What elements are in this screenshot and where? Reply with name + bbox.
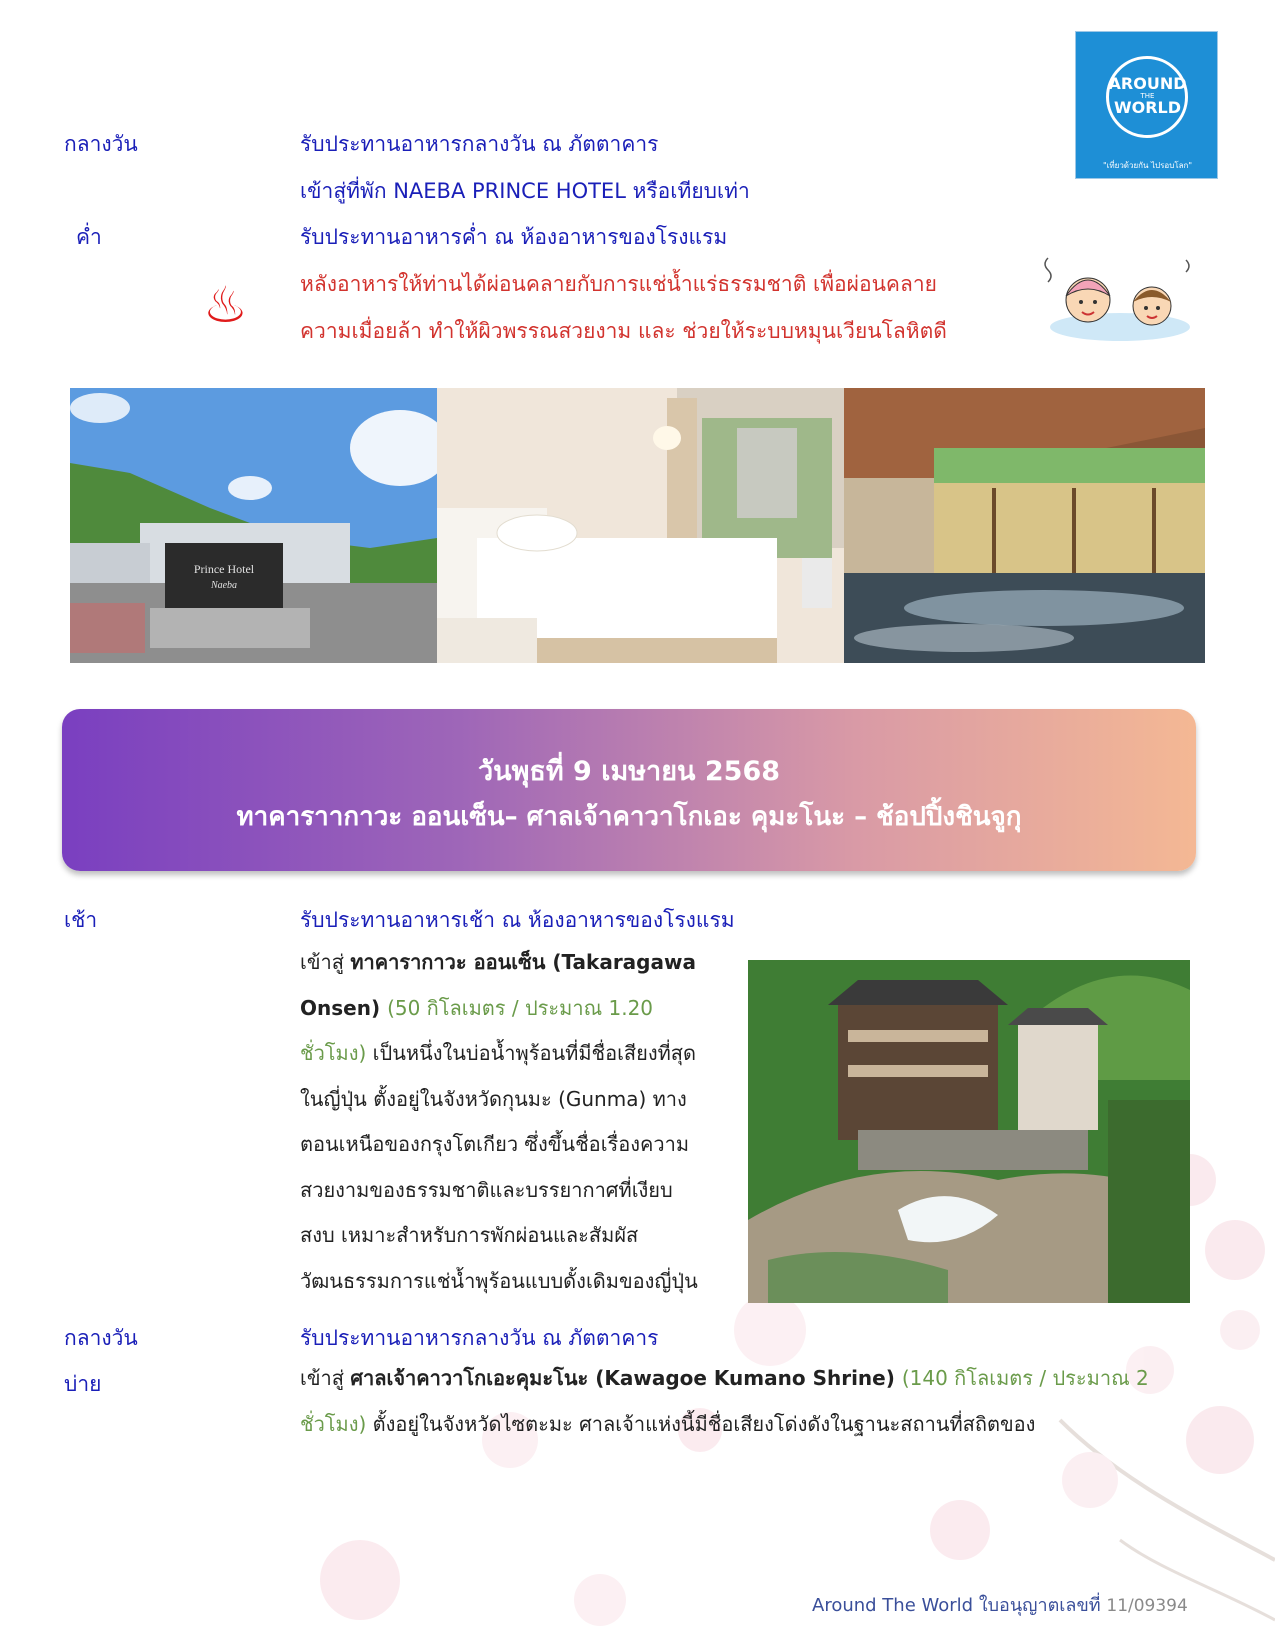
para-line-1: เข้าสู่ ทาคารากาวะ ออนเซ็น (Takaragawa — [300, 950, 696, 974]
footer-license — [812, 1590, 1188, 1619]
para-line-2: Onsen) (50 กิโลเมตร / ประมาณ 1.20 — [300, 995, 654, 1020]
para-line-6: สวยงามของธรรมชาติและบรรยากาศที่เงียบ — [300, 1177, 673, 1202]
kawagoe-distance: (140 กิโลเมตร / ประมาณ 2 — [901, 1366, 1149, 1390]
afternoon-label: บ่าย — [64, 1372, 102, 1396]
para-line-7: สงบ เหมาะสำหรับการพักผ่อนและสัมผัส — [300, 1223, 639, 1247]
hotel-text: เข้าสู่ที่พัก NAEBA PRINCE HOTEL หรือเทียบเท่า — [300, 179, 750, 203]
kawagoe-name: ศาลเจ้าคาวาโกเอะคุมะโนะ (Kawagoe Kumano Shrine) — [350, 1366, 902, 1390]
day-banner — [62, 709, 1196, 871]
lunch-label: กลางวัน — [64, 132, 138, 156]
para-line-8: วัฒนธรรมการแช่น้ำพุร้อนแบบดั้งเดิมของญี่ปุ่น — [300, 1268, 698, 1293]
onsen-text-line2: ความเมื่อยล้า ทำให้ผิวพรรณสวยงาม และ ช่วยให้ระบบหมุนเวียนโลหิตดี — [300, 319, 947, 343]
sign-text-1: Prince Hotel — [193, 562, 255, 576]
hotel-exterior-photo — [70, 388, 437, 663]
logo-text-world: WORLD — [1113, 98, 1182, 117]
dinner-label: ค่ำ — [76, 225, 102, 249]
breakfast-text: รับประทานอาหารเช้า ณ ห้องอาหารของโรงแรม — [300, 908, 735, 932]
around-the-world-logo — [1075, 31, 1218, 179]
lunch-text: รับประทานอาหารกลางวัน ณ ภัตตาคาร — [300, 132, 659, 156]
hotel-room-photo — [437, 388, 844, 663]
onsen-bath-photo — [844, 388, 1205, 663]
footer-license-label: ใบอนุญาตเลขที่ — [978, 1595, 1101, 1616]
footer-brand: Around The World — [812, 1595, 974, 1616]
banner-route: ทาคาราากาวะ ออนเซ็น– ศาลเจ้าคาวาโกเอะ คุมะโนะ – ช้อปปิ้งชินจูกุ — [236, 802, 1022, 832]
distance-text: (50 กิโลเมตร / ประมาณ 1.20 — [387, 995, 654, 1020]
takaragawa-paragraph — [300, 940, 740, 1304]
footer-license-number: 11/09394 — [1106, 1596, 1188, 1616]
hot-spring-icon: ♨ — [203, 276, 248, 334]
onsen-kids-illustration — [1040, 252, 1200, 352]
kawagoe-paragraph — [300, 1356, 1210, 1447]
morning-label: เช้า — [64, 908, 98, 932]
lunch-label-2: กลางวัน — [64, 1326, 138, 1350]
logo-tagline: "เที่ยวด้วยกัน ไปรอบโลก" — [1102, 161, 1193, 170]
logo-text-the: THE — [1140, 92, 1155, 100]
onsen-text-line1: หลังอาหารให้ท่านได้ผ่อนคลายกับการแช่น้ำแร่ธรรมชาติ เพื่อผ่อนคลาย — [300, 272, 937, 296]
banner-date: วันพุธที่ 9 เมษายน 2568 — [477, 756, 781, 787]
sign-text-2: Naeba — [210, 580, 238, 591]
para-line-4: ในญี่ปุ่น ตั้งอยู่ในจังหวัดกุนมะ (Gunma) ทาง — [300, 1086, 687, 1111]
logo-text-around: AROUND — [1108, 74, 1187, 93]
dinner-text: รับประทานอาหารค่ำ ณ ห้องอาหารของโรงแรม — [300, 225, 728, 249]
aft-line-2: ชั่วโมง) ตั้งอยู่ในจังหวัดไซตะมะ ศาลเจ้าแห่งนี้มีชื่อเสียงโด่งดังในฐานะสถานที่สถิตของ — [300, 1411, 1036, 1436]
takaragawa-name: ทาคารากาวะ ออนเซ็น (Takaragawa — [350, 950, 696, 974]
aft-line-1: เข้าสู่ ศาลเจ้าคาวาโกเอะคุมะโนะ (Kawagoe Kumano Shrine) (140 กิโลเมตร / ประมาณ 2 — [300, 1366, 1149, 1390]
para-line-3: ชั่วโมง) เป็นหนึ่งในบ่อน้ำพุร้อนที่มีชื่อเสียงที่สุด — [300, 1041, 696, 1065]
takaragawa-onsen-photo — [748, 960, 1190, 1303]
para-line-5: ตอนเหนือของกรุงโตเกียว ซึ่งขึ้นชื่อเรื่องความ — [300, 1132, 690, 1156]
lunch-text-2: รับประทานอาหารกลางวัน ณ ภัตตาคาร — [300, 1326, 659, 1350]
